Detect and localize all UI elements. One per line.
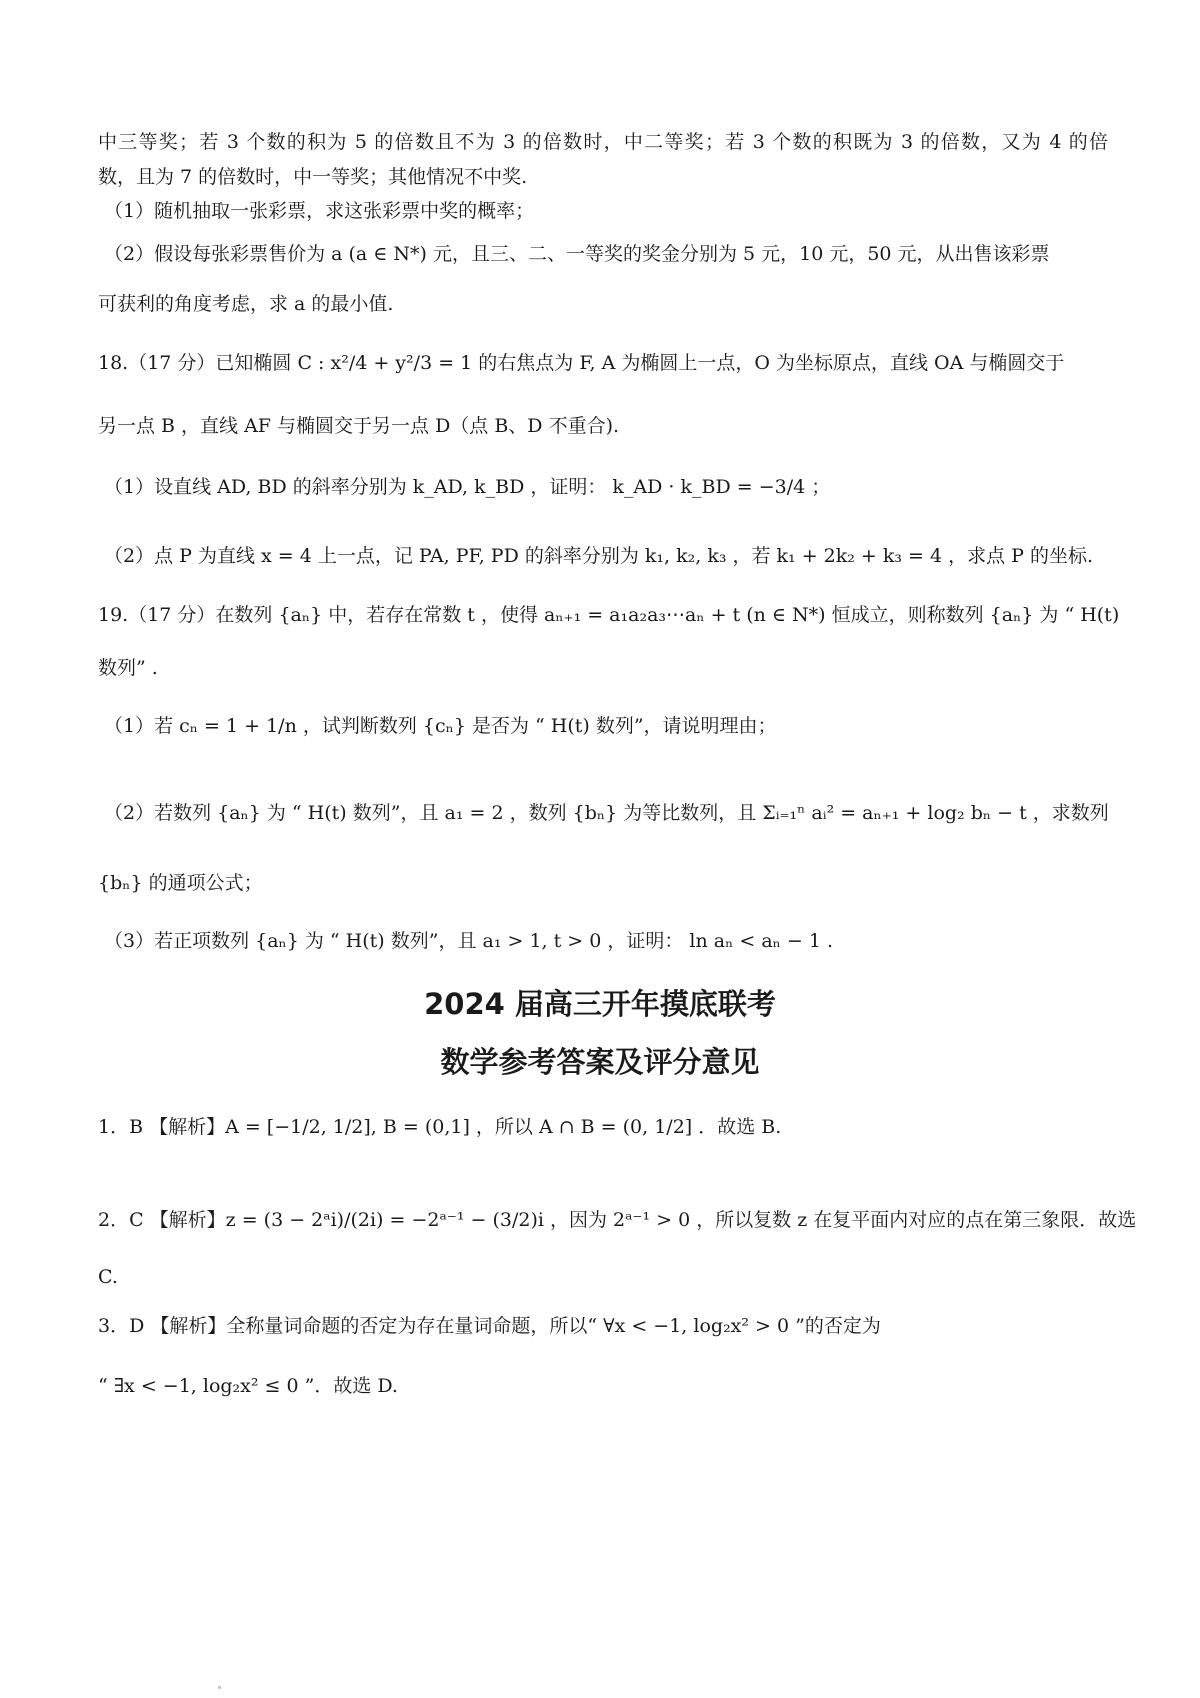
answer-3: 3．D 【解析】全称量词命题的否定为存在量词命题，所以“ ∀x < −1, log₂x² > 0 ”的否定为	[98, 1315, 881, 1337]
q18-stem-2: 另一点 B ，直线 AF 与椭圆交于另一点 D（点 B、D 不重合).	[98, 415, 620, 437]
page-speck	[218, 1686, 221, 1689]
q19-stem-1: 19.（17 分）在数列 {aₙ} 中，若存在常数 t ，使得 aₙ₊₁ = a₁a₂a₃⋯aₙ + t (n ∈ N*) 恒成立，则称数列 {aₙ} 为 “ H(t)	[98, 604, 1120, 626]
answer-2-cont: C.	[98, 1266, 118, 1288]
q18-stem-1: 18.（17 分）已知椭圆 C : x²/4 + y²/3 = 1 的右焦点为 F, A 为椭圆上一点，O 为坐标原点，直线 OA 与椭圆交于	[98, 352, 1065, 374]
q19-part-3: （3）若正项数列 {aₙ} 为 “ H(t) 数列”，且 a₁ > 1, t > 0 ，证明： ln aₙ < aₙ − 1 .	[104, 930, 834, 952]
q19-part-2: （2）若数列 {aₙ} 为 “ H(t) 数列”，且 a₁ = 2 ，数列 {bₙ} 为等比数列，且 Σᵢ₌₁ⁿ aᵢ² = aₙ₊₁ + log₂ bₙ − t ，求数列	[104, 802, 1109, 824]
q19-part-2-cont: {bₙ} 的通项公式；	[98, 872, 263, 894]
answer-2: 2．C 【解析】z = (3 − 2ᵃi)/(2i) = −2ᵃ⁻¹ − (3/2)i ，因为 2ᵃ⁻¹ > 0 ，所以复数 z 在复平面内对应的点在第三象限．故选	[98, 1209, 1137, 1231]
answer-1: 1．B 【解析】A = [−1/2, 1/2], B = (0,1] ，所以 A ∩ B = (0, 1/2] ．故选 B.	[98, 1116, 782, 1138]
q17-line-2: 数，且为 7 的倍数时，中一等奖；其他情况不中奖.	[98, 166, 528, 188]
answers-subtitle: 数学参考答案及评分意见	[440, 1045, 760, 1079]
q17-part-2: （2）假设每张彩票售价为 a (a ∈ N*) 元，且三、二、一等奖的奖金分别为 5 元，10 元，50 元，从出售该彩票	[104, 243, 1050, 265]
q17-part-2-cont: 可获利的角度考虑，求 a 的最小值.	[98, 293, 394, 315]
q17-part-1: （1）随机抽取一张彩票，求这张彩票中奖的概率；	[104, 200, 535, 222]
answer-3-cont: “ ∃x < −1, log₂x² ≤ 0 ”．故选 D.	[98, 1375, 398, 1397]
q19-part-1: （1）若 cₙ = 1 + 1/n ，试判断数列 {cₙ} 是否为 “ H(t) 数列”，请说明理由；	[104, 715, 777, 737]
q18-part-2: （2）点 P 为直线 x = 4 上一点，记 PA, PF, PD 的斜率分别为 k₁, k₂, k₃ ，若 k₁ + 2k₂ + k₃ = 4 ，求点 P 的坐标.	[104, 545, 1094, 567]
answers-title: 2024 届高三开年摸底联考	[424, 987, 776, 1021]
q19-stem-2: 数列” .	[98, 657, 158, 679]
q18-part-1: （1）设直线 AD, BD 的斜率分别为 k_AD, k_BD ，证明： k_AD · k_BD = −3/4 ；	[104, 476, 831, 498]
q17-line-1: 中三等奖；若 3 个数的积为 5 的倍数且不为 3 的倍数时，中二等奖；若 3 个数的积既为 3 的倍数，又为 4 的倍	[98, 131, 1108, 153]
